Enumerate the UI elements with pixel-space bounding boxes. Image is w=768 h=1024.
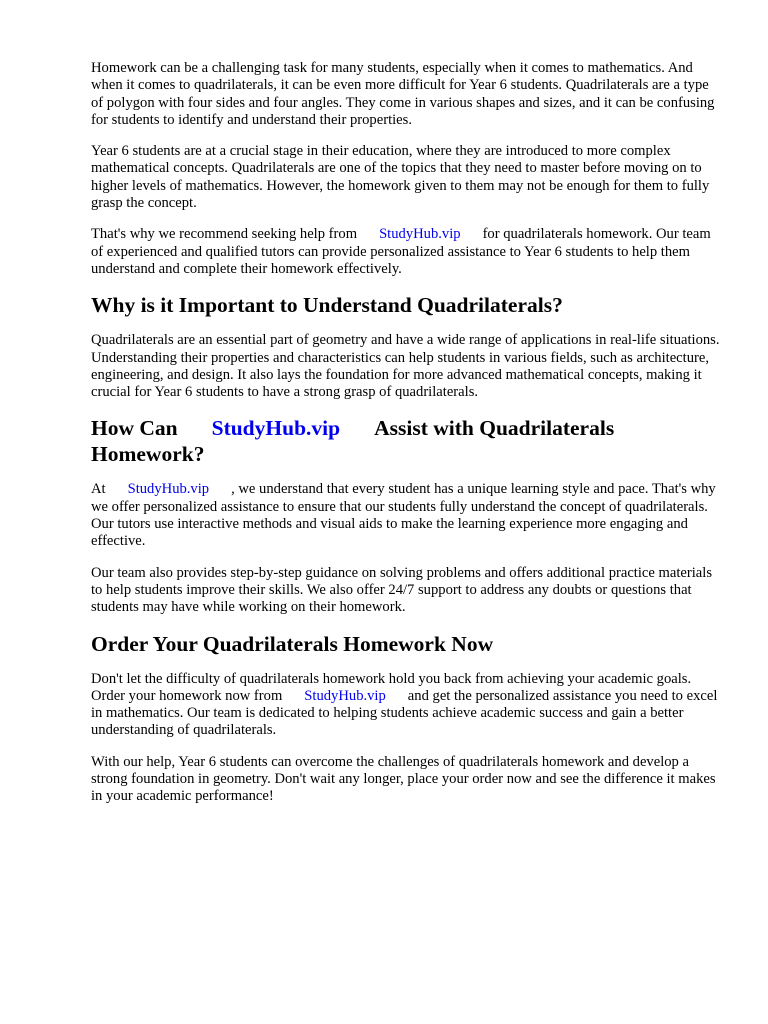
how-heading-before: How Can	[91, 416, 178, 441]
why-paragraph-1: Quadrilaterals are an essential part of geometry and have a wide range of applications in real-life situations. Understanding their properties and characteristics can help students in various fields, such as architecture, engineering, and design. It also lays the foundation for more advanced mathematical concepts, making it crucial for Year 6 students to have a strong grasp of quadrilaterals.	[91, 332, 720, 401]
how-heading-after: Assist with Quadrilaterals Homework?	[91, 416, 615, 467]
intro-paragraph-1: Homework can be a challenging task for many students, especially when it comes to mathematics. And when it comes to quadrilaterals, it can be even more difficult for Year 6 students. Quadrilaterals are a type of polygon with four sides and four angles. They come in various shapes and sizes, and it can be confusing for students to identify and understand their properties.	[91, 60, 715, 128]
studyhub-link-how[interactable]: StudyHub.vip	[127, 481, 210, 498]
intro-p3-text-after: for quadrilaterals homework. Our team of experienced and qualified tutors can provide personalized assistance to Year 6 students to help them understand and complete their homework effectively.	[91, 226, 711, 277]
intro-paragraph-2: Year 6 students are at a crucial stage in their education, where they are introduced to more complex mathematical concepts. Quadrilaterals are one of the topics that they need to master before moving on to higher levels of mathematics. However, the homework given to them may not be enough for them to fully grasp the concept.	[91, 143, 710, 212]
heading-why-important: Why is it Important to Understand Quadrilaterals?	[91, 293, 563, 318]
how-paragraph-1	[91, 481, 721, 550]
studyhub-link-order[interactable]: StudyHub.vip	[304, 687, 386, 704]
how-paragraph-2: Our team also provides step-by-step guidance on solving problems and offers additional practice materials to help students improve their skills. We also offer 24/7 support to address any doubts or questions that students may have while working on their homework.	[91, 564, 713, 616]
intro-p3-text-before: That's why we recommend seeking help from	[91, 226, 358, 243]
document-body	[91, 60, 721, 820]
intro-paragraph-3	[91, 226, 721, 278]
heading-how-can-assist	[91, 415, 721, 467]
order-paragraph-2: With our help, Year 6 students can overcome the challenges of quadrilaterals homework and develop a strong foundation in geometry. Don't wait any longer, place your order now and see the difference it makes in your academic performance!	[91, 753, 716, 805]
heading-order-now: Order Your Quadrilaterals Homework Now	[91, 631, 494, 656]
order-paragraph-1	[91, 671, 721, 740]
studyhub-link-intro[interactable]: StudyHub.vip	[379, 226, 461, 243]
studyhub-link-heading[interactable]: StudyHub.vip	[211, 416, 341, 441]
order-p1-text-before: Don't let the difficulty of quadrilaterals homework hold you back from achieving your academic goals. Order your homework now from	[91, 670, 692, 704]
order-p1-text-after: and get the personalized assistance you need to excel in mathematics. Our team is dedicated to helping students achieve academic success and gain a better understanding of quadrilaterals.	[91, 687, 718, 739]
how-p1-text-before: At	[91, 481, 106, 498]
how-p1-text-after: , we understand that every student has a unique learning style and pace. That's why we offer personalized assistance to ensure that our students fully understand the concept of quadrilaterals. Our tutors use interactive methods and visual aids to make the learning experience more engaging and effective.	[91, 481, 716, 550]
